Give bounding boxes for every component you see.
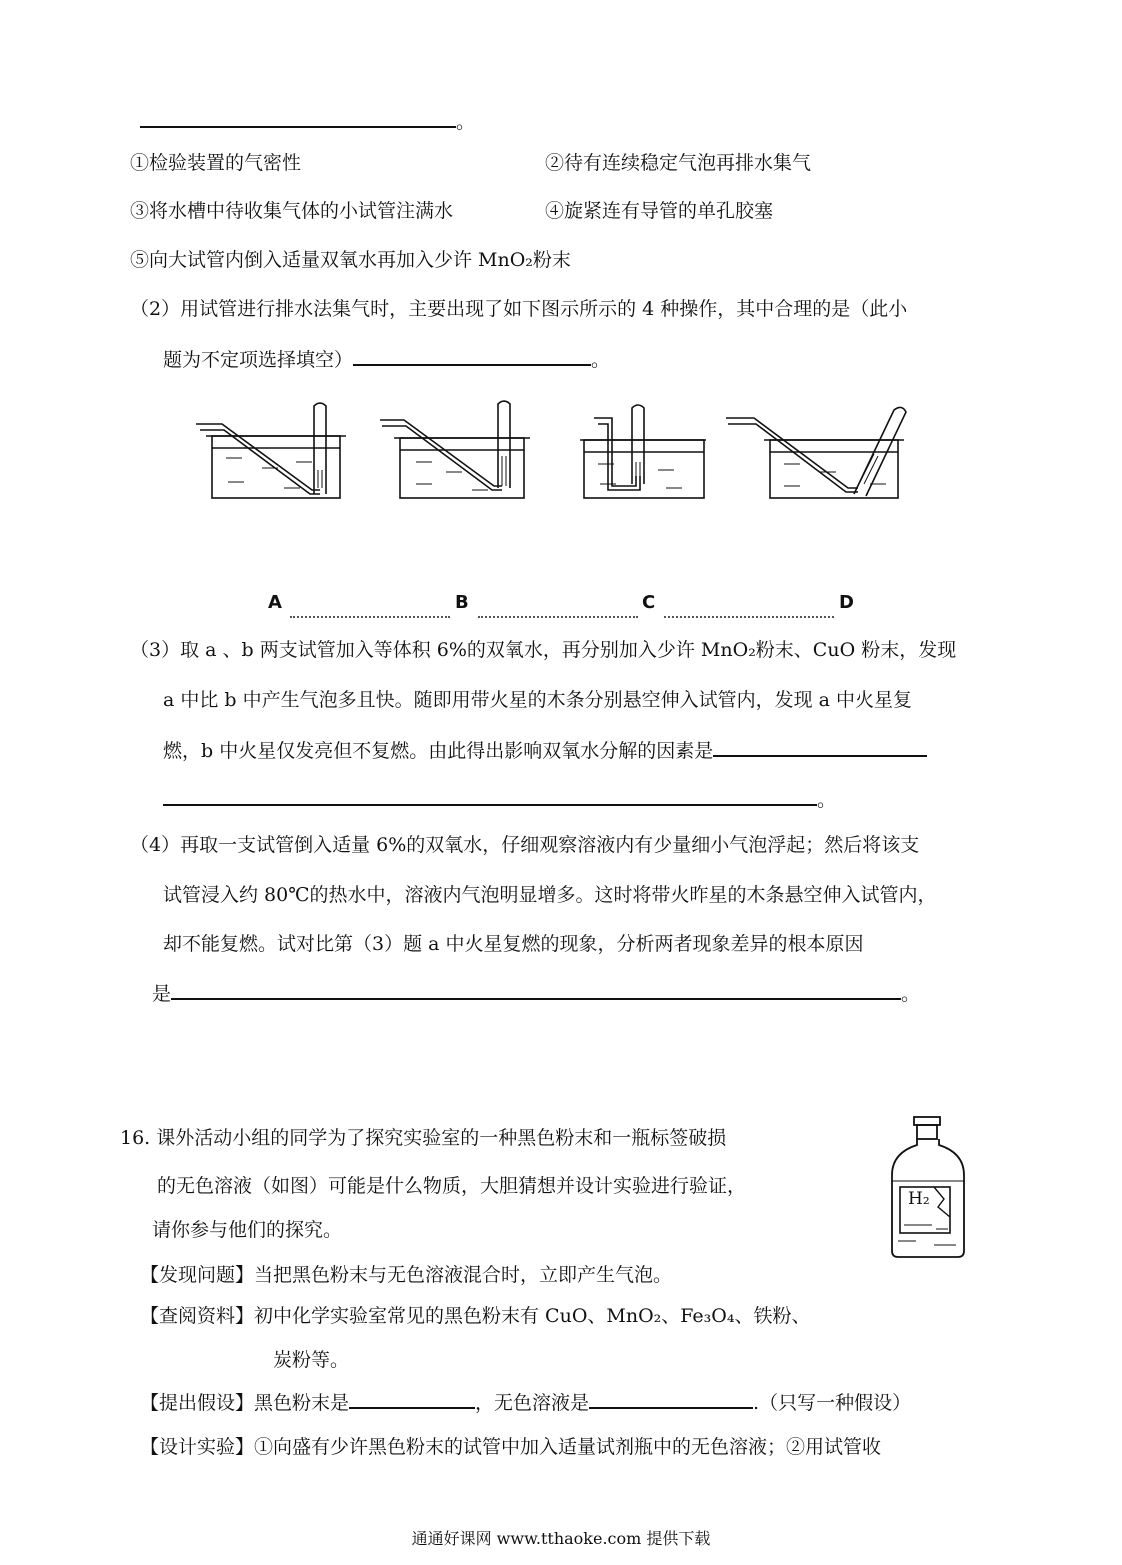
q2-text: 题为不定项选择填空） (163, 349, 354, 371)
line-end-mark: 。 (591, 349, 611, 371)
q3-line-3 (163, 737, 927, 764)
line-end-mark: 。 (901, 983, 921, 1005)
step-4: ④旋紧连有导管的单孔胶塞 (545, 200, 774, 222)
answer-blank (140, 108, 456, 128)
q2-line-1: （2）用试管进行排水法集气时，主要出现了如下图示所示的 4 种操作，其中合理的是（此小 (130, 298, 908, 320)
design-experiment: 【设计实验】①向盛有少许黑色粉末的试管中加入适量试剂瓶中的无色溶液；②用试管收 (140, 1436, 882, 1458)
step-2: ②待有连续稳定气泡再排水集气 (545, 152, 812, 174)
q16-intro-3: 请你参与他们的探究。 (152, 1219, 343, 1241)
apparatus-a-diagram (192, 398, 352, 504)
line-end-mark: 。 (817, 789, 837, 811)
q4-text: 是 (152, 983, 172, 1005)
answer-blank (353, 346, 591, 366)
answer-blank (589, 1389, 753, 1409)
q4-line-1: （4）再取一支试管倒入适量 6%的双氧水，仔细观察溶液内有少量细小气泡浮起；然后将该支 (130, 834, 920, 856)
page-footer: 通通好课网 www.tthaoke.com 提供下载 (411, 1529, 711, 1548)
apparatus-b-diagram (376, 398, 536, 504)
option-a: A (268, 592, 282, 613)
dotted-separator (290, 616, 450, 618)
step-3: ③将水槽中待收集气体的小试管注满水 (130, 200, 454, 222)
hypothesis-text-a: 【提出假设】黑色粉末是 (140, 1392, 350, 1414)
step-1: ①检验装置的气密性 (130, 152, 302, 174)
q16-intro-1: 16. 课外活动小组的同学为了探究实验室的一种黑色粉末和一瓶标签破损 (120, 1127, 727, 1149)
q3-line-4 (163, 786, 836, 813)
q1-answer-line (140, 108, 475, 135)
q3-line-2: a 中比 b 中产生气泡多且快。随即用带火星的木条分别悬空伸入试管内，发现 a 中火星复 (163, 689, 913, 711)
option-c: C (642, 592, 656, 613)
consult-info-2: 炭粉等。 (273, 1349, 350, 1371)
discover-problem: 【发现问题】当把黑色粉末与无色溶液混合时，立即产生气泡。 (140, 1264, 673, 1286)
q2-line-2 (163, 346, 610, 373)
apparatus-d-diagram (724, 398, 914, 504)
answer-blank (349, 1389, 475, 1409)
option-d: D (839, 592, 854, 613)
line-end-mark: 。 (456, 111, 476, 133)
option-b: B (455, 592, 469, 613)
q16-intro-2: 的无色溶液（如图）可能是什么物质，大胆猜想并设计实验进行验证， (157, 1175, 747, 1197)
answer-blank (163, 786, 817, 806)
consult-info-1: 【查阅资料】初中化学实验室常见的黑色粉末有 CuO、MnO₂、Fe₃O₄、铁粉、 (140, 1305, 811, 1327)
answer-blank (713, 737, 927, 757)
dotted-separator (478, 616, 638, 618)
hypothesis-line (140, 1389, 911, 1416)
q4-line-2: 试管浸入约 80℃的热水中，溶液内气泡明显增多。这时将带火昨星的木条悬空伸入试管内， (163, 884, 937, 906)
hypothesis-text-c: .（只写一种假设） (753, 1392, 912, 1414)
answer-blank (171, 980, 901, 1000)
q4-line-4 (152, 980, 920, 1007)
apparatus-c-diagram (578, 398, 708, 504)
dotted-separator (664, 616, 834, 618)
q4-line-3: 却不能复燃。试对比第（3）题 a 中火星复燃的现象，分析两者现象差异的根本原因 (163, 933, 864, 955)
q3-line-1: （3）取 a 、b 两支试管加入等体积 6%的双氧水，再分别加入少许 MnO₂粉末、CuO 粉末，发现 (130, 639, 957, 661)
bottle-label: H₂ (908, 1189, 930, 1209)
step-5: ⑤向大试管内倒入适量双氧水再加入少许 MnO₂粉末 (130, 249, 571, 271)
q3-text: 燃，b 中火星仅发亮但不复燃。由此得出影响双氧水分解的因素是 (163, 740, 714, 762)
hypothesis-text-b: ，无色溶液是 (475, 1392, 590, 1414)
